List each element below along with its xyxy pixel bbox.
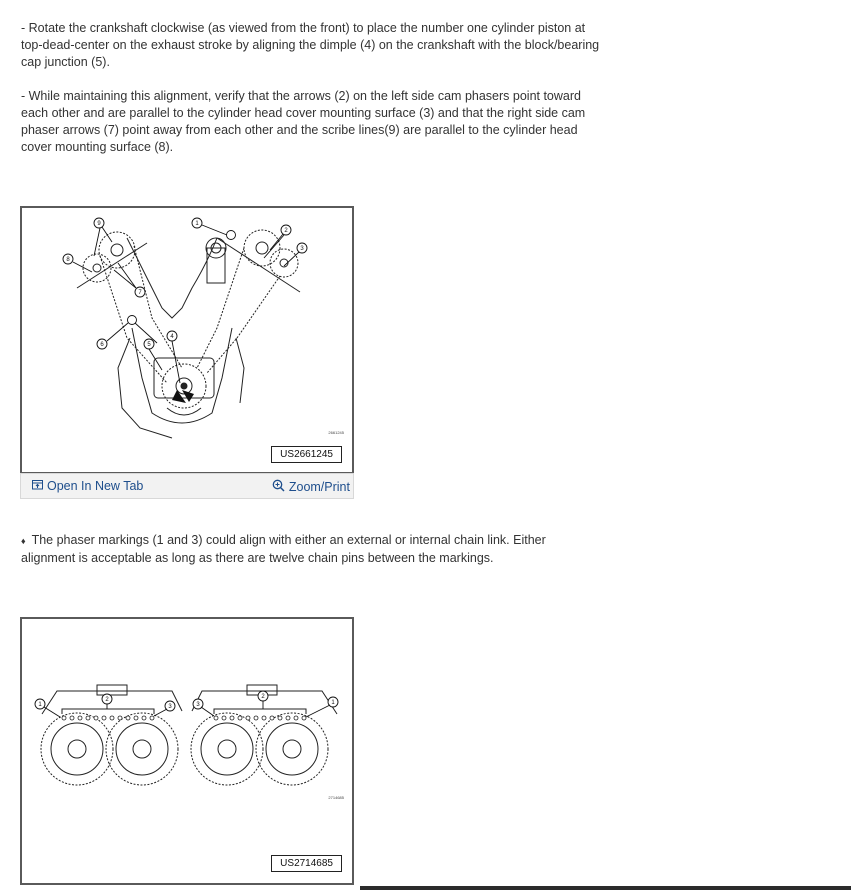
callout-8: 8 [66, 257, 70, 263]
callout-3-right: 3 [196, 702, 200, 708]
callout-5: 5 [147, 342, 151, 348]
figure-id-label: US2661245 [271, 446, 342, 463]
open-tab-icon [32, 479, 43, 493]
callout-7: 7 [138, 290, 142, 296]
step-verify-phasers: - While maintaining this alignment, verify that the arrows (2) on the left side cam phasers point toward each other and are parallel to the cylinder head cover mounting surface (3) and that the right side cam phaser arrows (7) point away from each other and the scribe lines(9) are parallel to the cylinder head cover mounting surface (8). [21, 89, 586, 154]
callout-6: 6 [100, 342, 104, 348]
zoom-print-label: Zoom/Print [288, 480, 350, 494]
callout-9: 9 [97, 221, 101, 227]
callout-2: 2 [284, 228, 288, 234]
zoom-print-button[interactable] [272, 479, 350, 495]
note-phaser-markings [21, 532, 581, 567]
zoom-icon [272, 479, 285, 495]
callout-2-right: 2 [261, 694, 265, 700]
note-bullet: ♦ [21, 536, 26, 546]
phaser-alignment-diagram [22, 619, 352, 819]
step-rotate-crankshaft: - Rotate the crankshaft clockwise (as viewed from the front) to place the number one cylinder piston at top-dead-center on the exhaust stroke by aligning the dimple (4) on the crankshaft with the block/bearing cap junction (5). [21, 21, 600, 69]
note-text: The phaser markings (1 and 3) could align with either an external or internal chain link. Either alignment is acceptable as long as there are twelve chain pins between the markings. [21, 533, 546, 565]
callout-4: 4 [170, 334, 174, 340]
callout-1-left: 1 [38, 702, 42, 708]
phaser-alignment-figure [20, 617, 354, 885]
callout-3: 3 [300, 246, 304, 252]
open-in-new-tab-label: Open In New Tab [47, 479, 144, 493]
top-text-fragment [21, 0, 72, 1]
figure-small-code: 2714685 [328, 795, 344, 800]
open-in-new-tab-button[interactable] [32, 479, 143, 493]
callout-1: 1 [195, 221, 199, 227]
figure-id-label: US2714685 [271, 855, 342, 872]
figure-small-code: 2661245 [328, 430, 344, 435]
bottom-edge-bar [360, 886, 851, 890]
engine-timing-figure [20, 206, 354, 474]
callout-1-right: 1 [331, 700, 335, 706]
callout-3-left: 3 [168, 704, 172, 710]
figure-toolbar [20, 473, 354, 499]
callout-2-left: 2 [105, 697, 109, 703]
engine-timing-diagram [22, 208, 352, 472]
